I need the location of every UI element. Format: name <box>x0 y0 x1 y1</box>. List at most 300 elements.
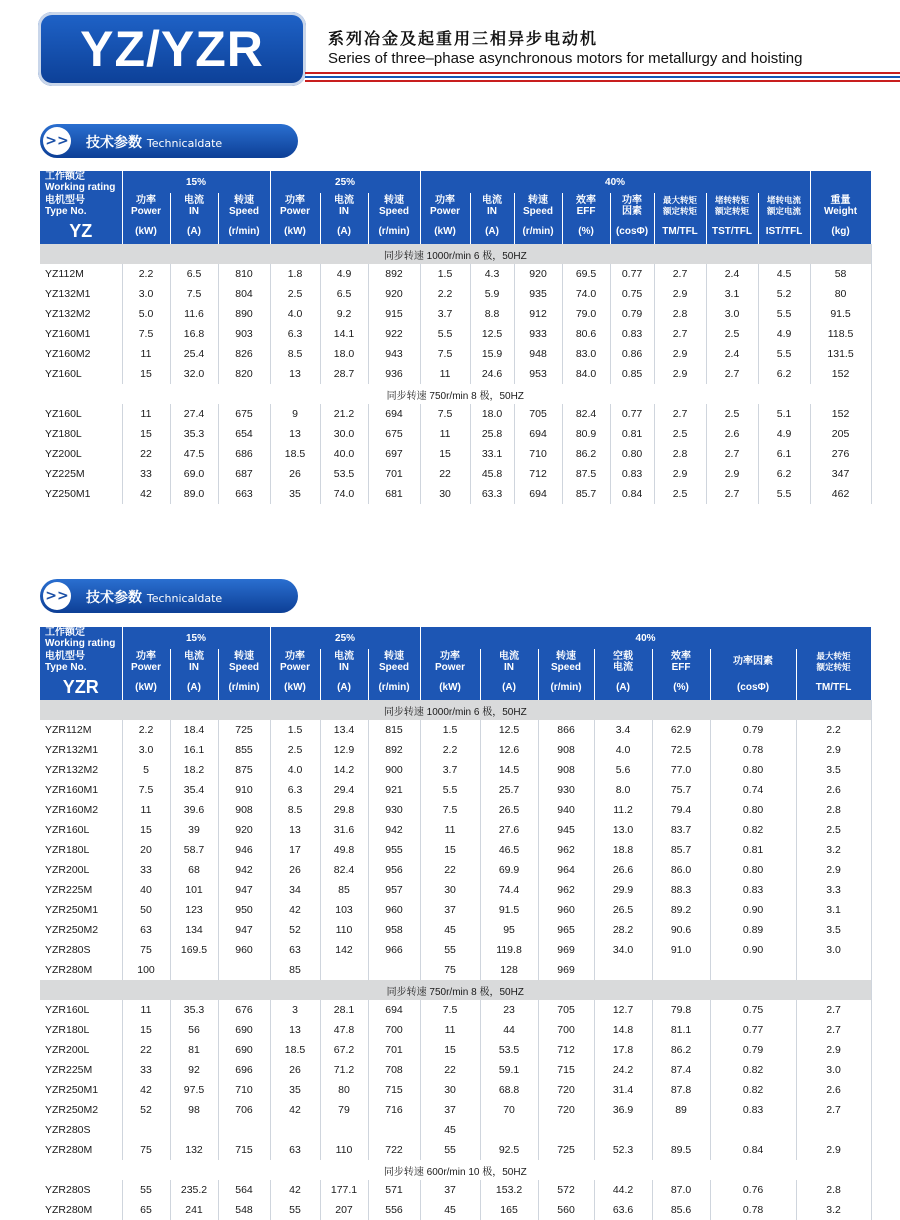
value-cell: 69.0 <box>170 464 218 484</box>
value-cell: 15 <box>122 424 170 444</box>
value-cell: 92.5 <box>480 1140 538 1160</box>
value-cell: 12.7 <box>594 1000 652 1020</box>
value-cell: 16.1 <box>170 740 218 760</box>
value-cell: 33 <box>122 464 170 484</box>
value-cell: 2.7 <box>654 264 706 284</box>
value-cell: 75 <box>122 940 170 960</box>
unit-header: (A) <box>470 218 514 244</box>
model-cell: YZ200L <box>40 444 122 464</box>
value-cell: 700 <box>368 1020 420 1040</box>
value-cell: 0.80 <box>610 444 654 464</box>
value-cell: 40.0 <box>320 444 368 464</box>
model-cell: YZR250M1 <box>40 1080 122 1100</box>
value-cell: 25.4 <box>170 344 218 364</box>
value-cell: 942 <box>368 820 420 840</box>
value-cell: 30 <box>420 484 470 504</box>
value-cell: 85 <box>270 960 320 980</box>
value-cell: 13 <box>270 424 320 444</box>
value-cell: 7.5 <box>170 284 218 304</box>
value-cell: 2.8 <box>796 1180 871 1200</box>
value-cell: 84.0 <box>562 364 610 384</box>
value-cell: 15 <box>420 840 480 860</box>
value-cell: 716 <box>368 1100 420 1120</box>
value-cell: 2.6 <box>796 780 871 800</box>
value-cell: 85.7 <box>562 484 610 504</box>
value-cell: 119.8 <box>480 940 538 960</box>
value-cell <box>320 960 368 980</box>
value-cell: 69.5 <box>562 264 610 284</box>
unit-header: (kW) <box>122 674 170 700</box>
value-cell: 966 <box>368 940 420 960</box>
value-cell <box>710 960 796 980</box>
value-cell: 2.9 <box>654 464 706 484</box>
value-cell: 712 <box>514 464 562 484</box>
value-cell: 14.1 <box>320 324 368 344</box>
value-cell: 0.83 <box>610 324 654 344</box>
value-cell: 347 <box>810 464 871 484</box>
value-cell: 0.82 <box>710 820 796 840</box>
value-cell: 55 <box>420 940 480 960</box>
value-cell: 0.78 <box>710 740 796 760</box>
model-cell: YZ160M1 <box>40 324 122 344</box>
value-cell: 933 <box>514 324 562 344</box>
value-cell: 30 <box>420 880 480 900</box>
value-cell: 11.6 <box>170 304 218 324</box>
value-cell: 67.2 <box>320 1040 368 1060</box>
value-cell: 2.7 <box>654 404 706 424</box>
table-row <box>40 1080 871 1100</box>
value-cell: 35.3 <box>170 424 218 444</box>
section-title-en: Technicaldate <box>146 592 223 605</box>
value-cell: 12.5 <box>470 324 514 344</box>
value-cell: 26 <box>270 1060 320 1080</box>
unit-header: (A) <box>170 674 218 700</box>
unit-header: IST/TFL <box>758 218 810 244</box>
value-cell: 74.4 <box>480 880 538 900</box>
value-cell: 95 <box>480 920 538 940</box>
value-cell <box>368 1120 420 1140</box>
value-cell: 22 <box>122 1040 170 1060</box>
title-chinese: 系列冶金及起重用三相异步电动机 <box>328 29 599 48</box>
value-cell: 14.2 <box>320 760 368 780</box>
speed-group-label: 同步转速 600r/min 10 极，50HZ <box>40 1160 871 1180</box>
value-cell: 0.74 <box>710 780 796 800</box>
value-cell: 31.6 <box>320 820 368 840</box>
value-cell: 2.9 <box>706 464 758 484</box>
value-cell: 556 <box>368 1200 420 1220</box>
value-cell: 152 <box>810 364 871 384</box>
value-cell: 694 <box>514 424 562 444</box>
value-cell: 2.7 <box>706 484 758 504</box>
value-cell: 5.5 <box>420 780 480 800</box>
value-cell: 0.86 <box>610 344 654 364</box>
working-rating-label: 工作额定 Working rating <box>40 171 122 193</box>
value-cell: 2.5 <box>796 820 871 840</box>
value-cell: 85 <box>320 880 368 900</box>
value-cell: 0.79 <box>710 1040 796 1060</box>
value-cell: 2.7 <box>796 1100 871 1120</box>
value-cell <box>170 1120 218 1140</box>
value-cell: 11 <box>420 364 470 384</box>
value-cell: 2.5 <box>270 740 320 760</box>
value-cell: 55 <box>270 1200 320 1220</box>
speed-group-label: 同步转速 1000r/min 6 极，50HZ <box>40 700 871 720</box>
value-cell: 91.5 <box>480 900 538 920</box>
value-cell: 908 <box>538 740 594 760</box>
value-cell: 2.7 <box>796 1000 871 1020</box>
model-cell: YZR250M2 <box>40 1100 122 1120</box>
value-cell: 165 <box>480 1200 538 1220</box>
value-cell: 3.2 <box>796 1200 871 1220</box>
value-cell: 7.5 <box>122 780 170 800</box>
value-cell: 0.85 <box>610 364 654 384</box>
section-badge-yzr <box>40 579 298 613</box>
value-cell: 24.2 <box>594 1060 652 1080</box>
model-cell: YZ112M <box>40 264 122 284</box>
value-cell: 890 <box>218 304 270 324</box>
type-no-label: 电机型号 Type No. <box>40 193 122 218</box>
value-cell: 42 <box>270 1180 320 1200</box>
value-cell: 958 <box>368 920 420 940</box>
value-cell: 85.7 <box>652 840 710 860</box>
value-cell: 42 <box>122 484 170 504</box>
model-cell: YZR132M1 <box>40 740 122 760</box>
value-cell: 0.80 <box>710 800 796 820</box>
value-cell: 177.1 <box>320 1180 368 1200</box>
value-cell: 27.4 <box>170 404 218 424</box>
value-cell: 3.5 <box>796 760 871 780</box>
value-cell: 903 <box>218 324 270 344</box>
value-cell: 71.2 <box>320 1060 368 1080</box>
unit-header: (A) <box>320 218 368 244</box>
series-name-yzr: YZR <box>40 674 122 700</box>
value-cell: 936 <box>368 364 420 384</box>
value-cell <box>270 1120 320 1140</box>
value-cell: 947 <box>218 880 270 900</box>
value-cell <box>594 960 652 980</box>
value-cell: 2.9 <box>796 1140 871 1160</box>
value-cell: 705 <box>538 1000 594 1020</box>
value-cell: 3.3 <box>796 880 871 900</box>
speed-group-row <box>40 244 871 264</box>
unit-header: (r/min) <box>368 218 420 244</box>
value-cell: 2.4 <box>706 264 758 284</box>
value-cell: 18.0 <box>470 404 514 424</box>
value-cell: 953 <box>514 364 562 384</box>
value-cell: 35.4 <box>170 780 218 800</box>
group-40-header: 40% <box>420 171 810 193</box>
value-cell: 0.81 <box>610 424 654 444</box>
value-cell: 22 <box>420 1060 480 1080</box>
unit-header: TM/TFL <box>654 218 706 244</box>
model-cell: YZR280S <box>40 940 122 960</box>
value-cell: 3.0 <box>796 1060 871 1080</box>
value-cell: 908 <box>218 800 270 820</box>
value-cell: 3.0 <box>122 740 170 760</box>
model-cell: YZR160L <box>40 1000 122 1020</box>
value-cell: 42 <box>122 1080 170 1100</box>
table-row <box>40 1180 871 1200</box>
unit-header: (A) <box>170 218 218 244</box>
value-cell: 965 <box>538 920 594 940</box>
value-cell: 25.7 <box>480 780 538 800</box>
value-cell: 29.9 <box>594 880 652 900</box>
value-cell: 962 <box>538 840 594 860</box>
value-cell: 37 <box>420 1180 480 1200</box>
value-cell: 7.5 <box>122 324 170 344</box>
table-row <box>40 444 871 464</box>
value-cell: 690 <box>218 1040 270 1060</box>
value-cell: 25.8 <box>470 424 514 444</box>
table-row <box>40 960 871 980</box>
table-row <box>40 1000 871 1020</box>
value-cell: 2.2 <box>796 720 871 740</box>
unit-header: (A) <box>480 674 538 700</box>
model-cell: YZR280S <box>40 1180 122 1200</box>
speed-group-label: 同步转速 750r/min 8 极，50HZ <box>40 980 871 1000</box>
value-cell: 969 <box>538 940 594 960</box>
table-row <box>40 900 871 920</box>
value-cell: 663 <box>218 484 270 504</box>
value-cell: 169.5 <box>170 940 218 960</box>
value-cell: 2.2 <box>122 720 170 740</box>
value-cell: 85.6 <box>652 1200 710 1220</box>
value-cell: 79.4 <box>652 800 710 820</box>
model-cell: YZR160M1 <box>40 780 122 800</box>
model-cell: YZ180L <box>40 424 122 444</box>
value-cell: 90.6 <box>652 920 710 940</box>
value-cell: 6.3 <box>270 780 320 800</box>
value-cell: 2.9 <box>796 740 871 760</box>
value-cell: 960 <box>218 940 270 960</box>
value-cell: 0.80 <box>710 760 796 780</box>
value-cell: 676 <box>218 1000 270 1020</box>
unit-header: TST/TFL <box>706 218 758 244</box>
value-cell: 0.77 <box>610 264 654 284</box>
model-cell: YZR200L <box>40 1040 122 1060</box>
value-cell: 152 <box>810 404 871 424</box>
value-cell: 710 <box>514 444 562 464</box>
value-cell: 26.5 <box>594 900 652 920</box>
value-cell: 4.9 <box>758 424 810 444</box>
speed-group-row <box>40 384 871 404</box>
value-cell: 235.2 <box>170 1180 218 1200</box>
value-cell: 26.5 <box>480 800 538 820</box>
value-cell: 59.1 <box>480 1060 538 1080</box>
value-cell: 2.2 <box>420 740 480 760</box>
value-cell: 955 <box>368 840 420 860</box>
value-cell: 0.78 <box>710 1200 796 1220</box>
value-cell: 960 <box>368 900 420 920</box>
value-cell: 7.5 <box>420 404 470 424</box>
value-cell: 710 <box>218 1080 270 1100</box>
value-cell <box>538 1120 594 1140</box>
value-cell: 0.83 <box>710 1100 796 1120</box>
value-cell: 690 <box>218 1020 270 1040</box>
value-cell: 915 <box>368 304 420 324</box>
value-cell: 2.7 <box>706 444 758 464</box>
value-cell: 72.5 <box>652 740 710 760</box>
value-cell: 960 <box>538 900 594 920</box>
value-cell: 720 <box>538 1080 594 1100</box>
value-cell: 110 <box>320 1140 368 1160</box>
value-cell: 2.5 <box>654 424 706 444</box>
value-cell: 207 <box>320 1200 368 1220</box>
value-cell: 920 <box>368 284 420 304</box>
model-cell: YZR180L <box>40 840 122 860</box>
value-cell: 2.9 <box>796 860 871 880</box>
value-cell: 52 <box>270 920 320 940</box>
value-cell: 75 <box>420 960 480 980</box>
value-cell: 47.5 <box>170 444 218 464</box>
value-cell: 33 <box>122 1060 170 1080</box>
table-row <box>40 920 871 940</box>
value-cell: 0.76 <box>710 1180 796 1200</box>
value-cell: 6.5 <box>320 284 368 304</box>
value-cell: 5.0 <box>122 304 170 324</box>
model-cell: YZ160L <box>40 364 122 384</box>
value-cell: 21.2 <box>320 404 368 424</box>
table-row <box>40 324 871 344</box>
value-cell: 715 <box>218 1140 270 1160</box>
value-cell: 13.0 <box>594 820 652 840</box>
value-cell: 697 <box>368 444 420 464</box>
value-cell: 14.8 <box>594 1020 652 1040</box>
value-cell: 101 <box>170 880 218 900</box>
value-cell: 2.9 <box>654 344 706 364</box>
value-cell: 956 <box>368 860 420 880</box>
value-cell: 89.0 <box>170 484 218 504</box>
table-row <box>40 284 871 304</box>
value-cell: 22 <box>122 444 170 464</box>
value-cell: 56 <box>170 1020 218 1040</box>
model-cell: YZR112M <box>40 720 122 740</box>
value-cell: 6.5 <box>170 264 218 284</box>
value-cell: 28.2 <box>594 920 652 940</box>
value-cell: 3.0 <box>796 940 871 960</box>
value-cell <box>218 960 270 980</box>
unit-header: (kW) <box>420 674 480 700</box>
unit-header: (r/min) <box>538 674 594 700</box>
value-cell: 81 <box>170 1040 218 1060</box>
value-cell: 89.2 <box>652 900 710 920</box>
value-cell: 675 <box>368 424 420 444</box>
value-cell: 2.5 <box>706 324 758 344</box>
model-cell: YZR280S <box>40 1120 122 1140</box>
model-cell: YZR225M <box>40 1060 122 1080</box>
value-cell: 75 <box>122 1140 170 1160</box>
value-cell: 815 <box>368 720 420 740</box>
value-cell: 0.82 <box>710 1080 796 1100</box>
value-cell: 2.5 <box>706 404 758 424</box>
value-cell: 969 <box>538 960 594 980</box>
value-cell: 28.1 <box>320 1000 368 1020</box>
value-cell: 5.2 <box>758 284 810 304</box>
value-cell: 53.5 <box>480 1040 538 1060</box>
value-cell: 0.90 <box>710 940 796 960</box>
value-cell: 49.8 <box>320 840 368 860</box>
value-cell: 28.7 <box>320 364 368 384</box>
value-cell: 74.0 <box>562 284 610 304</box>
value-cell: 142 <box>320 940 368 960</box>
value-cell: 0.83 <box>710 880 796 900</box>
model-cell: YZR200L <box>40 860 122 880</box>
value-cell <box>796 960 871 980</box>
value-cell: 74.0 <box>320 484 368 504</box>
value-cell: 53.5 <box>320 464 368 484</box>
value-cell: 80.9 <box>562 424 610 444</box>
value-cell: 40 <box>122 880 170 900</box>
value-cell: 26 <box>270 464 320 484</box>
value-cell: 17.8 <box>594 1040 652 1060</box>
value-cell: 80.6 <box>562 324 610 344</box>
group-15-header: 15% <box>122 171 270 193</box>
value-cell: 17 <box>270 840 320 860</box>
unit-header: (kg) <box>810 218 871 244</box>
value-cell: 8.5 <box>270 344 320 364</box>
table-row <box>40 840 871 860</box>
table-row <box>40 364 871 384</box>
speed-group-row <box>40 700 871 720</box>
value-cell: 900 <box>368 760 420 780</box>
value-cell: 39 <box>170 820 218 840</box>
value-cell: 712 <box>538 1040 594 1060</box>
value-cell: 892 <box>368 264 420 284</box>
value-cell: 11 <box>420 820 480 840</box>
value-cell: 947 <box>218 920 270 940</box>
value-cell <box>594 1120 652 1140</box>
value-cell: 103 <box>320 900 368 920</box>
value-cell: 943 <box>368 344 420 364</box>
table-row <box>40 860 871 880</box>
value-cell: 708 <box>368 1060 420 1080</box>
value-cell: 82.4 <box>562 404 610 424</box>
value-cell: 7.5 <box>420 800 480 820</box>
value-cell: 15 <box>122 820 170 840</box>
value-cell: 100 <box>122 960 170 980</box>
value-cell: 65 <box>122 1200 170 1220</box>
value-cell: 87.8 <box>652 1080 710 1100</box>
value-cell: 27.6 <box>480 820 538 840</box>
value-cell: 37 <box>420 900 480 920</box>
value-cell: 118.5 <box>810 324 871 344</box>
value-cell: 4.0 <box>594 740 652 760</box>
value-cell: 44.2 <box>594 1180 652 1200</box>
value-cell: 32.0 <box>170 364 218 384</box>
value-cell: 30.0 <box>320 424 368 444</box>
value-cell: 3.0 <box>122 284 170 304</box>
value-cell: 4.0 <box>270 304 320 324</box>
value-cell: 63 <box>270 1140 320 1160</box>
value-cell: 0.89 <box>710 920 796 940</box>
value-cell: 3.5 <box>796 920 871 940</box>
value-cell: 11 <box>122 404 170 424</box>
value-cell: 945 <box>538 820 594 840</box>
value-cell: 2.7 <box>796 1020 871 1040</box>
unit-header: (kW) <box>420 218 470 244</box>
speed-group-row <box>40 980 871 1000</box>
value-cell: 11 <box>420 1020 480 1040</box>
value-cell: 11 <box>122 344 170 364</box>
value-cell: 3.1 <box>706 284 758 304</box>
model-cell: YZ250M1 <box>40 484 122 504</box>
value-cell: 940 <box>538 800 594 820</box>
value-cell: 91.0 <box>652 940 710 960</box>
value-cell: 98 <box>170 1100 218 1120</box>
section-title-en: Technicaldate <box>146 137 223 150</box>
value-cell: 920 <box>514 264 562 284</box>
value-cell: 92 <box>170 1060 218 1080</box>
